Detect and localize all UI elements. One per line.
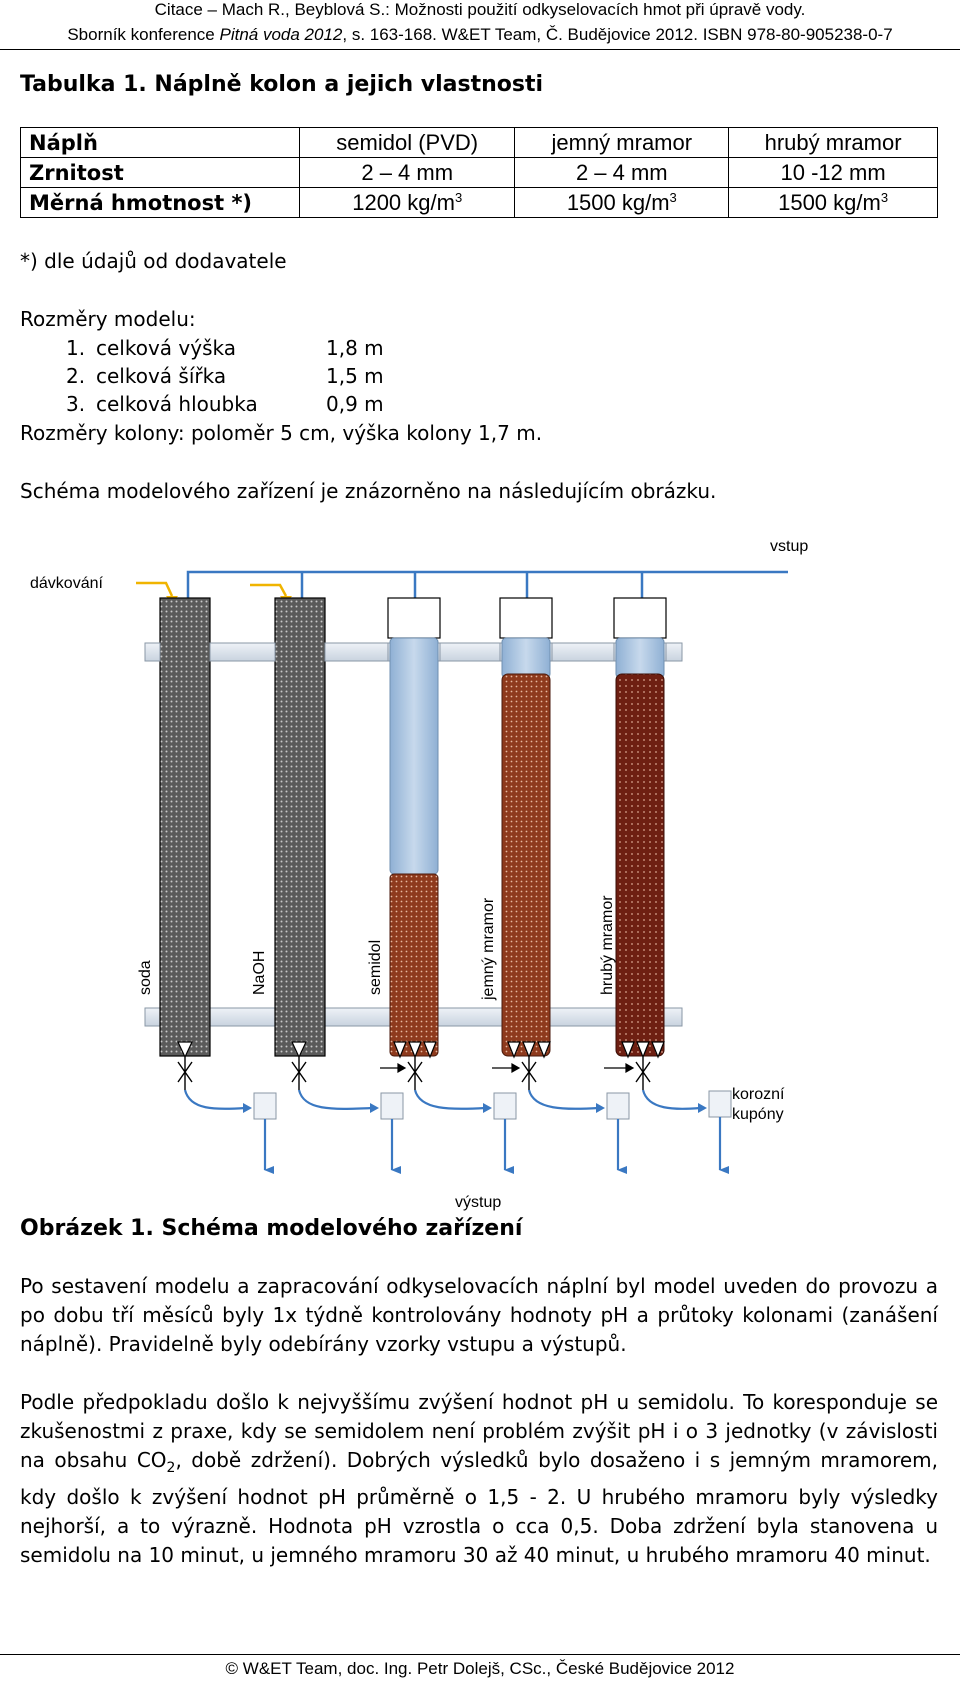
fill-properties-table — [20, 127, 938, 218]
list-item-number: 3. — [66, 392, 86, 416]
table-cell: 2 – 4 mm — [300, 158, 515, 188]
row-label: Měrná hmotnost *) — [21, 188, 300, 218]
table-cell — [729, 188, 938, 218]
table-cell: semidol (PVD) — [300, 128, 515, 158]
column-fine-marble — [500, 598, 552, 1056]
list-item-label: celková výška — [96, 336, 236, 360]
unit-exponent: 3 — [669, 189, 677, 205]
schema-intro: Schéma modelového zařízení je znázorněno na následujícím obrázku. — [20, 479, 717, 503]
figure-caption: Obrázek 1. Schéma modelového zařízení — [20, 1216, 523, 1241]
table-cell: jemný mramor — [515, 128, 729, 158]
rail-segment — [666, 643, 682, 661]
column-semidol — [388, 598, 440, 1056]
rail-segment — [552, 643, 614, 661]
column-label-coarse-marble: hrubý mramor — [599, 895, 616, 995]
proceedings-title: Pitná voda 2012 — [219, 25, 343, 44]
column-label-soda: soda — [137, 960, 154, 995]
coupons-label-2: kupóny — [732, 1106, 784, 1123]
table-footnote: *) dle údajů od dodavatele — [20, 249, 287, 273]
column-label-semidol: semidol — [367, 939, 384, 995]
paragraph-2-part-1: Podle předpokladu došlo k nejvyššímu zvýšení hodnot pH u semidolu. To koresponduje se zkušenostmi z praxe, kdy se semidolem není problém zvýšit pH i o 3 jednotky (v závislosti na obsahu CO — [20, 1390, 938, 1472]
column-label-naoh: NaOH — [251, 950, 268, 995]
table-cell: 10 -12 mm — [729, 158, 938, 188]
unit-exponent: 3 — [880, 189, 889, 205]
table-cell — [515, 188, 729, 218]
dimensions-heading: Rozměry modelu: — [20, 307, 196, 331]
table-row — [21, 188, 938, 218]
column-coarse-marble — [614, 598, 666, 1056]
list-item-label: celková hloubka — [96, 392, 258, 416]
column-naoh — [275, 598, 325, 1056]
proceedings-line — [0, 22, 960, 47]
table-row — [21, 158, 938, 188]
unit-exponent: 3 — [454, 189, 463, 205]
page-footer: © W&ET Team, doc. Ing. Petr Dolejš, CSc., České Budějovice 2012 — [225, 1659, 735, 1678]
table-cell — [300, 188, 515, 218]
list-item-value: 0,9 m — [326, 392, 384, 416]
list-item-value: 1,5 m — [326, 364, 384, 388]
row-label: Zrnitost — [21, 158, 300, 188]
co2-subscript: 2 — [166, 1460, 176, 1476]
rail-segment — [440, 643, 500, 661]
paragraph-1: Po sestavení modelu a zapracování odkyselovacích náplní byl model uveden do provozu a po dobu tří měsíců byly 1x týdně kontrolovány hodnoty pH a průtoky kolonami (zanášení náplně). Pravidelně byly odebírány vzorky vstupu a výstupů. — [20, 1274, 938, 1356]
valve-icons — [178, 1057, 650, 1090]
cell-value: 1500 kg/m — [566, 189, 670, 215]
proceedings-suffix: , s. 163-168. W&ET Team, Č. Budějovice 2012. ISBN 978-80-905238-0-7 — [342, 25, 893, 44]
list-item-value: 1,8 m — [326, 336, 384, 360]
table-cell: hrubý mramor — [729, 128, 938, 158]
cell-value: 1200 kg/m — [352, 189, 455, 215]
coupons-label-1: korozní — [732, 1086, 785, 1103]
outlet-arrows — [265, 1117, 720, 1170]
rail-segment — [145, 643, 160, 661]
header-rule — [0, 49, 960, 50]
citation-line: Citace – Mach R., Beyblová S.: Možnosti použití odkyselovacích hmot při úpravě vody. — [154, 0, 806, 19]
column-dimensions: Rozměry kolony: poloměr 5 cm, výška kolony 1,7 m. — [20, 421, 543, 445]
footer-rule — [0, 1654, 960, 1655]
table-cell: 2 – 4 mm — [515, 158, 729, 188]
dosing-line-naoh — [250, 585, 286, 596]
proceedings-prefix: Sborník konference — [67, 25, 220, 44]
list-item-number: 1. — [66, 336, 86, 360]
paragraph-2-part-2: , době zdržení). Dobrých výsledků bylo dosaženo i s jemným mramorem, kdy došlo k zvýšení hodnot pH průměrně o 1,5 - 2. U hrubého mramoru byly výsledky nejhorší, a to výrazně. Hodnota pH vzrostla o cca 0,5. Doba zdržení byla stanovena u semidolu na 10 minut, u jemného mramoru 30 až 40 minut, u hrubého mramoru 40 minut. — [20, 1448, 938, 1567]
table-title: Tabulka 1. Náplně kolon a jejich vlastnosti — [20, 72, 544, 97]
rail-segment — [325, 643, 388, 661]
dosing-label: dávkování — [30, 575, 103, 592]
list-item-label: celková šířka — [96, 364, 227, 388]
paragraph-2 — [20, 1388, 938, 1570]
output-label: výstup — [455, 1194, 502, 1211]
column-label-fine-marble: jemný mramor — [480, 897, 497, 1000]
row-label: Náplň — [21, 128, 300, 158]
column-soda — [160, 598, 210, 1056]
cell-value: 1500 kg/m — [778, 189, 881, 215]
apparatus-diagram — [0, 520, 960, 1220]
dosing-line-soda — [136, 583, 172, 596]
rail-segment — [210, 643, 275, 661]
table-row — [21, 128, 938, 158]
input-label: vstup — [770, 538, 809, 555]
list-item-number: 2. — [66, 364, 86, 388]
